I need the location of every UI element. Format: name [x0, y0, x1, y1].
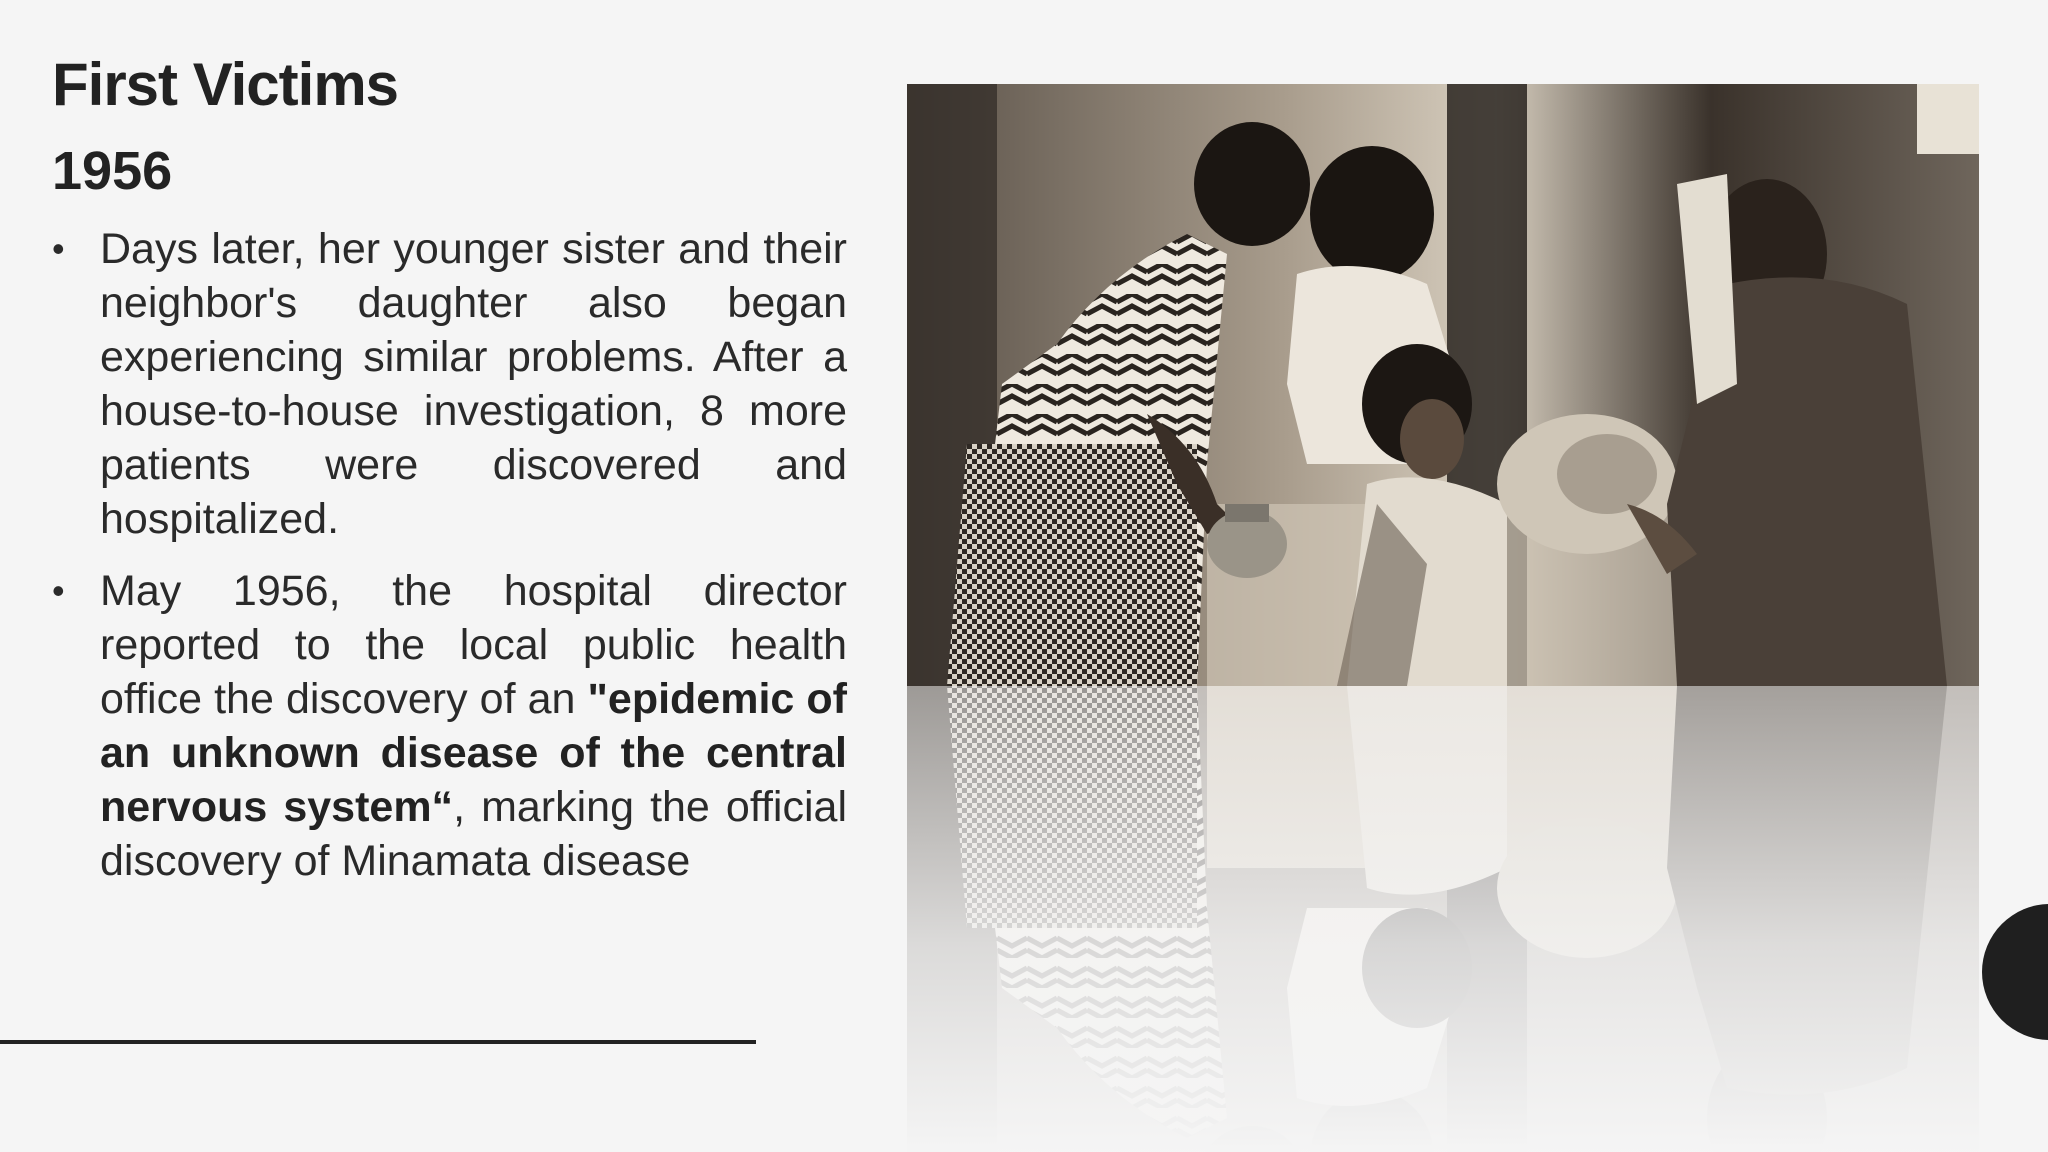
slide-subtitle: 1956 — [52, 141, 173, 201]
slide-title: First Victims — [52, 51, 399, 118]
bullet-dot-icon: • — [52, 228, 65, 269]
photo-container — [907, 84, 1979, 1152]
bullet-text: Days later, her younger sister and their neighbor's daughter also began experiencing similar problems. After a house-to-house investigation, 8 more patients were discovered and hospitalized. — [100, 225, 847, 543]
bullet-dot-icon: • — [52, 570, 65, 611]
bullet-item-1 — [52, 222, 847, 546]
reflection-fade — [907, 686, 1979, 1152]
bullet-bold-text: "epidemic of an unknown disease of the central nervous system“ — [100, 675, 847, 831]
divider-line — [0, 1040, 756, 1044]
historical-photo — [907, 84, 1979, 686]
bullet-text-after: , marking the official discovery of Minamata disease — [100, 783, 848, 885]
bullet-list — [52, 222, 847, 906]
bullet-item-2 — [52, 564, 847, 888]
decorative-circle — [1982, 904, 2048, 1040]
bullet-text: May 1956, the hospital director reported to the local public health office the discovery of an — [100, 567, 847, 723]
